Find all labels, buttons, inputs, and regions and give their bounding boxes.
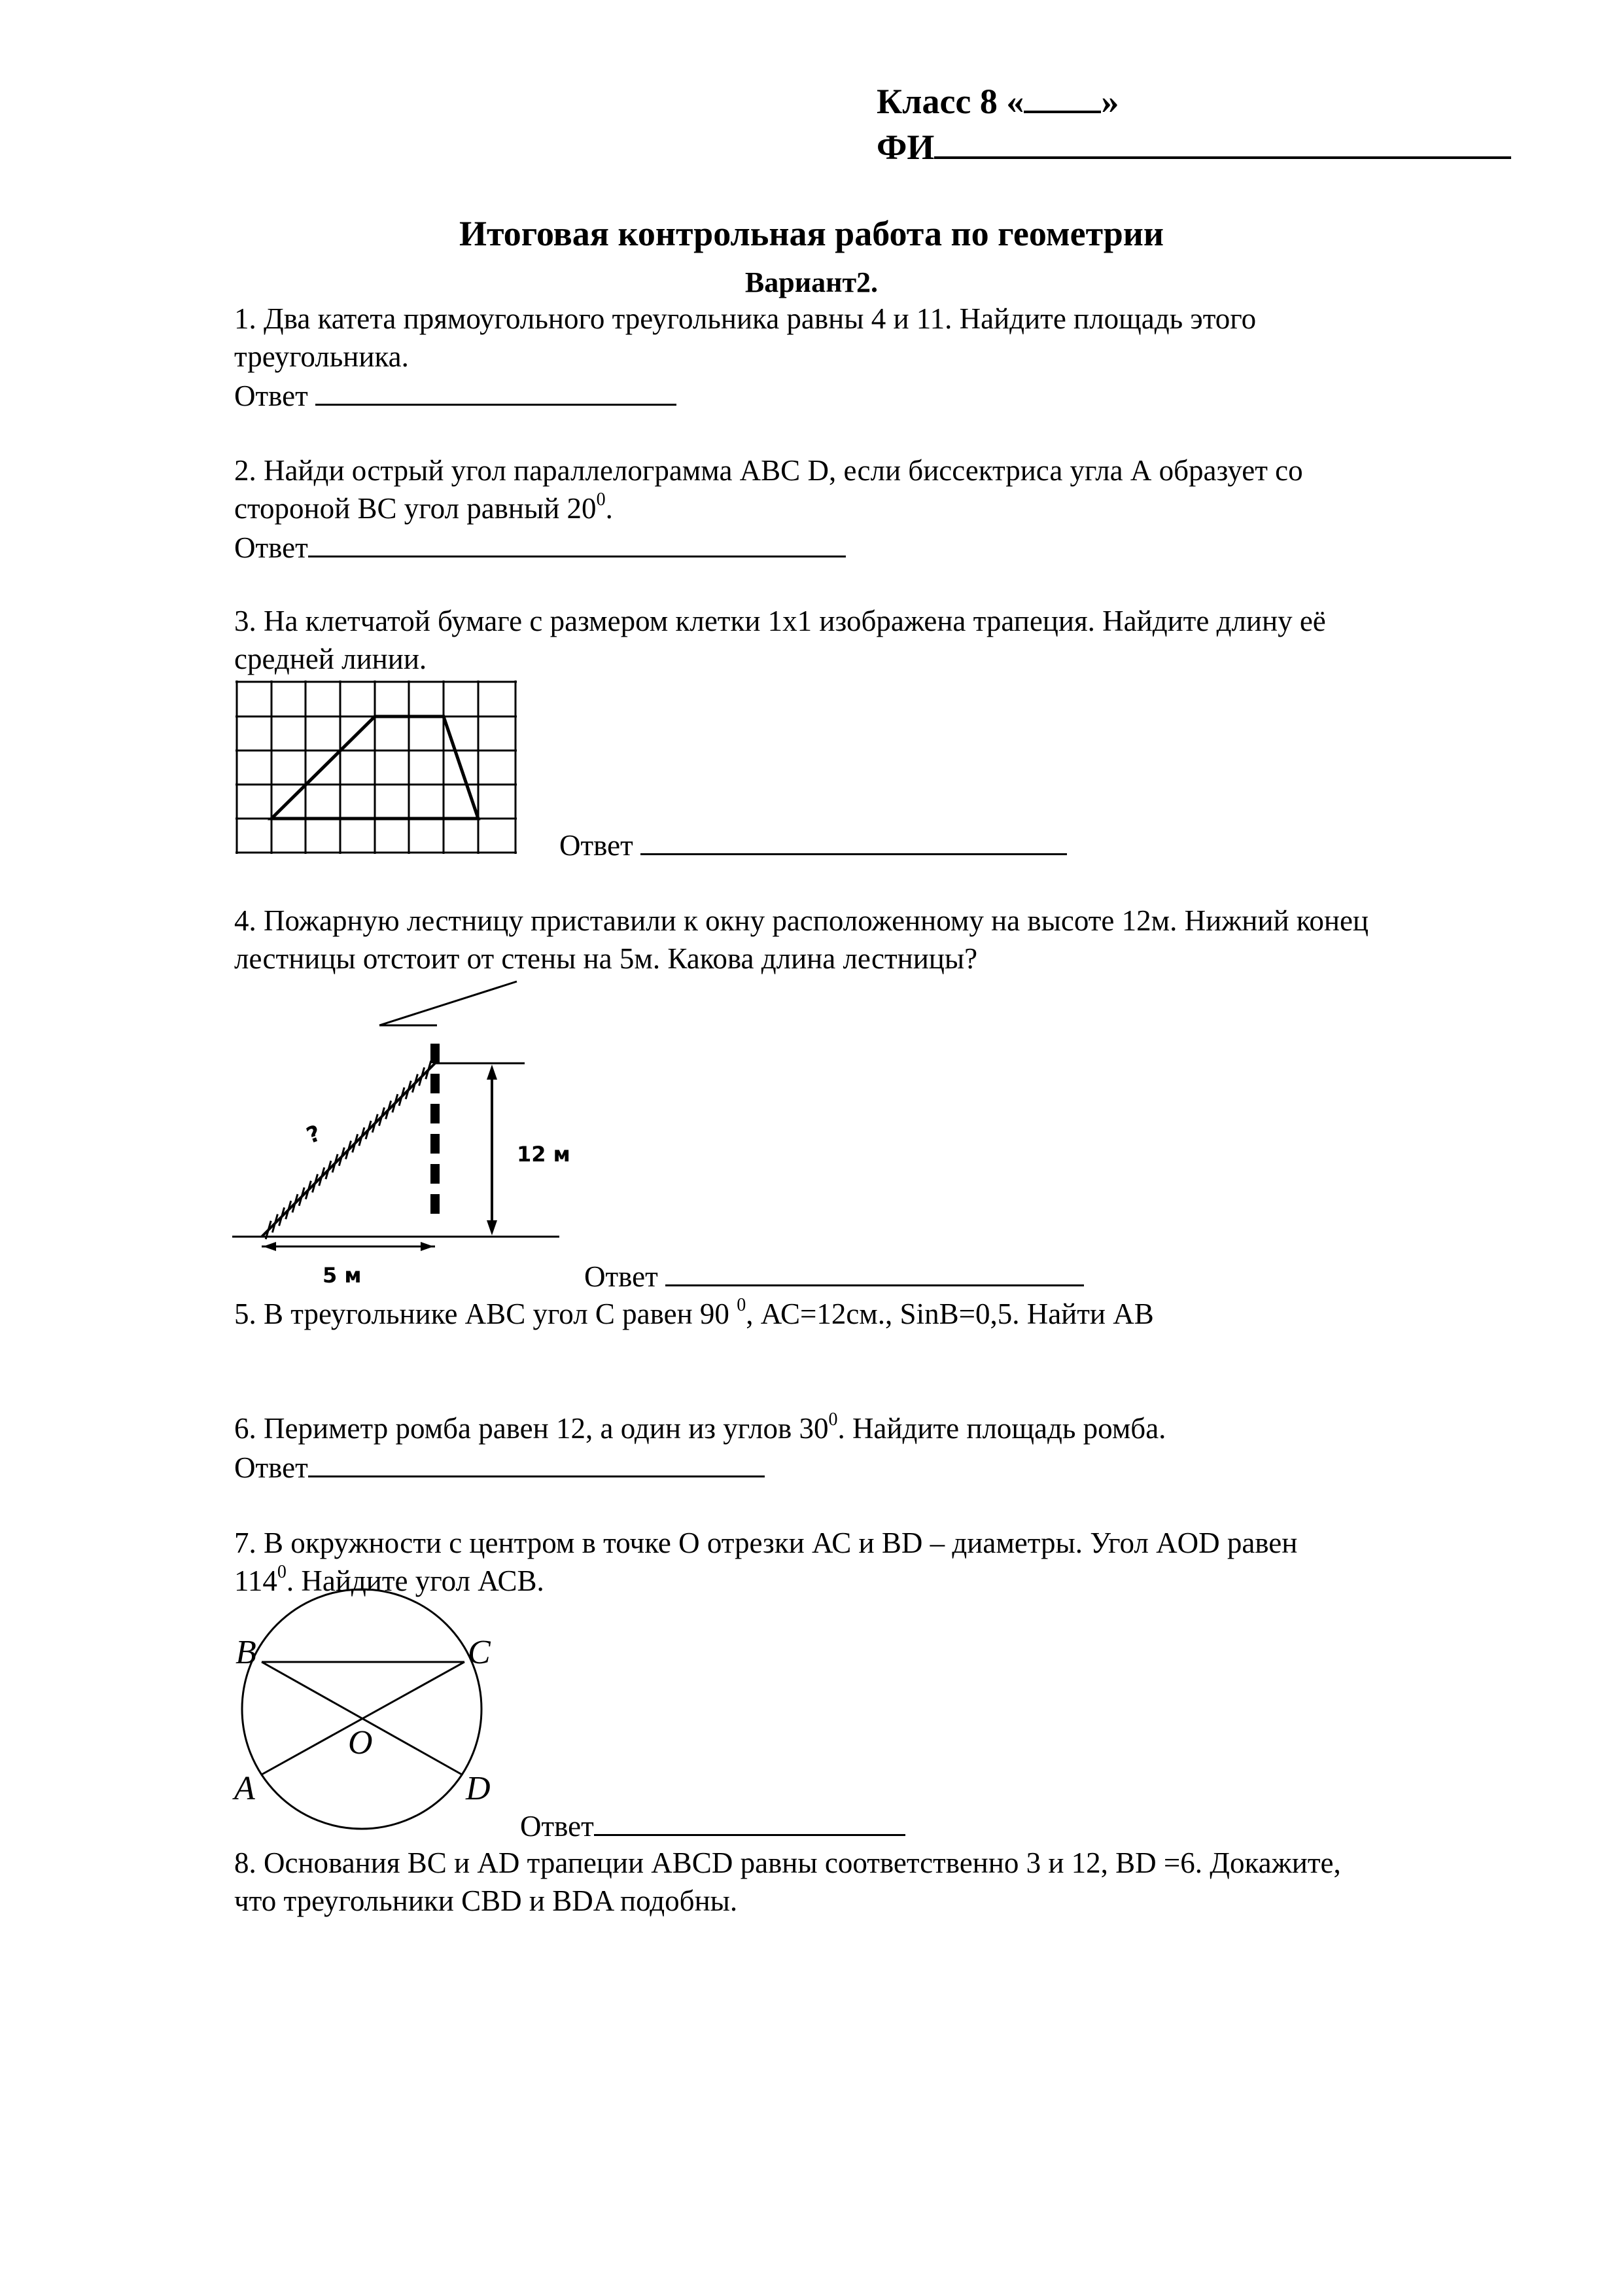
point-c-label: C (468, 1634, 491, 1671)
q3-line2: средней линии. (234, 643, 427, 675)
point-o-label: O (348, 1724, 373, 1761)
q3-answer (559, 830, 1067, 860)
q7-line1: 7. В окружности с центром в точке О отрезки АС и BD – диаметры. Угол AOD равен (234, 1527, 1298, 1559)
q5-line1 (234, 1295, 1154, 1330)
point-a-label: A (234, 1770, 255, 1807)
q1-line2: треугольника. (234, 340, 409, 373)
circle-diameters-figure (229, 1603, 504, 1819)
class-label-end: » (1101, 82, 1119, 121)
q6-degree: 0 (828, 1409, 838, 1430)
ladder-question-mark: ? (303, 1120, 324, 1150)
class-letter-field[interactable] (1024, 84, 1101, 113)
q3-answer-field[interactable] (640, 830, 1067, 855)
q1-answer-field[interactable] (315, 380, 676, 406)
q4-line2: лестницы отстоит от стены на 5м. Какова длина лестницы? (234, 942, 978, 975)
point-b-label: B (236, 1634, 256, 1671)
base-label: 5 м (323, 1263, 362, 1288)
q5-degree: 0 (737, 1295, 746, 1315)
answer-label: Ответ (584, 1260, 658, 1293)
answer-label: Ответ (234, 531, 308, 564)
circle (242, 1589, 481, 1829)
base-arrow-right (421, 1242, 434, 1251)
q6-text-b: . Найдите площадь ромба. (837, 1412, 1166, 1445)
height-label: 12 м (517, 1142, 570, 1167)
ladder-figure (229, 975, 608, 1289)
q7-line2 (234, 1562, 544, 1597)
fio-field[interactable] (934, 130, 1511, 159)
answer-label: Ответ (520, 1810, 594, 1843)
answer-label: Ответ (234, 380, 308, 412)
q4-answer-field[interactable] (665, 1261, 1084, 1286)
q4-line1: 4. Пожарную лестницу приставили к окну расположенному на высоте 12м. Нижний конец (234, 904, 1369, 937)
answer-label: Ответ (559, 829, 633, 862)
class-label: Класс 8 « (877, 82, 1024, 121)
q3-line1: 3. На клетчатой бумаге с размером клетки 1х1 изображена трапеция. Найдите длину её (234, 605, 1326, 637)
q6-answer-field[interactable] (308, 1452, 765, 1477)
q7-degree: 0 (277, 1562, 287, 1582)
height-arrow-head-bottom (487, 1220, 497, 1235)
q2-degree: 0 (596, 489, 606, 510)
base-arrow-left (263, 1242, 276, 1251)
q2-line1: 2. Найди острый угол параллелограмма АВС D, если биссектриса угла А образует со (234, 454, 1303, 487)
trapezoid-grid-figure (236, 680, 517, 854)
q8-line2: что треугольники CBD и BDA подобны. (234, 1884, 738, 1917)
grid-lines (236, 680, 517, 854)
page-title: Итоговая контрольная работа по геометрии (459, 214, 1164, 253)
point-d-label: D (466, 1770, 491, 1807)
q8-line1: 8. Основания ВС и AD трапеции ABCD равны соответственно 3 и 12, BD =6. Докажите, (234, 1846, 1341, 1879)
q4-answer (584, 1261, 1084, 1292)
answer-label: Ответ (234, 1451, 308, 1484)
fio-line (877, 130, 1511, 165)
q2-line2-end: . (605, 492, 613, 525)
window-sill-line (379, 981, 517, 1025)
q6-text-a: 6. Периметр ромба равен 12, а один из углов 30 (234, 1412, 829, 1445)
q7-answer (520, 1810, 905, 1841)
q2-line2-text: стороной ВС угол равный 20 (234, 492, 597, 525)
q7-answer-field[interactable] (594, 1810, 905, 1836)
fio-label: ФИ (877, 128, 935, 167)
q5-text-b: , АС=12см., SinB=0,5. Найти АВ (746, 1298, 1154, 1330)
q7-line2-b: . Найдите угол АСВ. (286, 1564, 544, 1597)
q2-line2 (234, 489, 613, 525)
variant-title: Вариант2. (744, 266, 879, 298)
q1-answer (234, 380, 676, 411)
height-arrow-head-top (487, 1065, 497, 1080)
q5-text-a: 5. В треугольнике АВС угол С равен 90 (234, 1298, 737, 1330)
class-line (877, 84, 1119, 119)
q2-answer-field[interactable] (308, 532, 846, 557)
q2-answer (234, 532, 846, 563)
q7-line2-a: 114 (234, 1564, 277, 1597)
q6-answer (234, 1452, 765, 1483)
q1-line1: 1. Два катета прямоугольного треугольника равны 4 и 11. Найдите площадь этого (234, 302, 1257, 335)
q6-line1 (234, 1409, 1166, 1445)
